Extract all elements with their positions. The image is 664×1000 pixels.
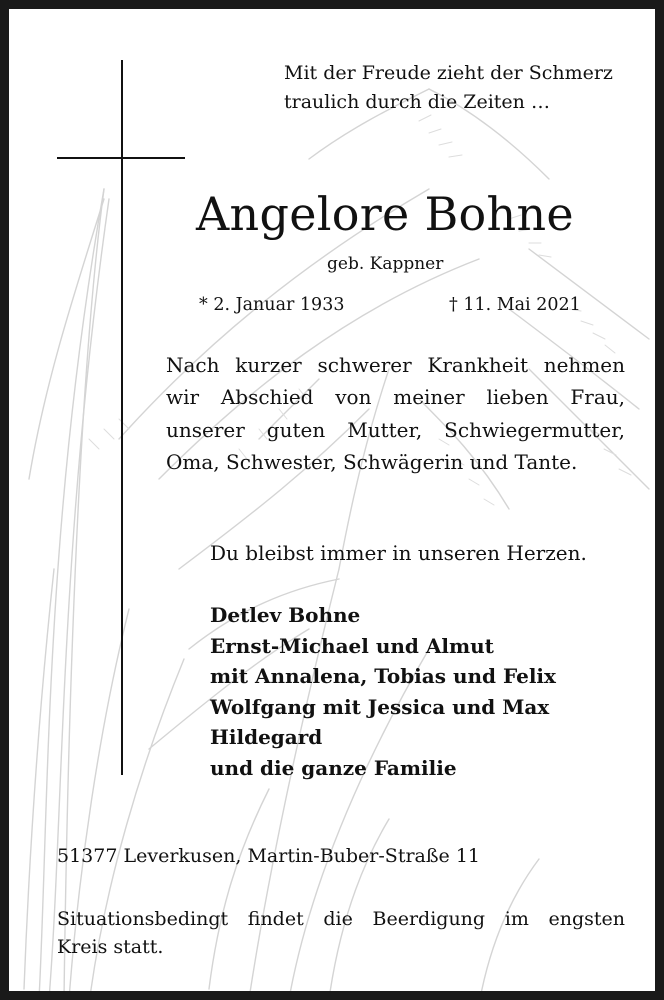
- death-date: † 11. Mai 2021: [449, 295, 581, 315]
- cross-vertical-bar: [121, 60, 123, 775]
- maiden-name: geb. Kappner: [327, 254, 444, 274]
- mourners-list: [210, 600, 556, 784]
- motto-line: traulich durch die Zeiten …: [284, 91, 550, 113]
- mourner-name: Ernst-Michael und Almut: [210, 633, 494, 658]
- birth-date: * 2. Januar 1933: [199, 295, 345, 315]
- cross-horizontal-bar: [57, 157, 185, 159]
- mourner-name: Detlev Bohne: [210, 603, 361, 627]
- announcement-line: Nach kurzer schwerer Krankheit nehmen: [166, 353, 625, 377]
- announcement-line: wir Abschied von meiner lieben Frau,: [166, 385, 625, 410]
- deceased-name: Angelore Bohne: [196, 187, 574, 241]
- notice-line: Situationsbedingt findet die Beerdigung im engsten: [57, 908, 625, 930]
- announcement-text: [166, 349, 625, 478]
- mourner-name: Hildegard: [210, 725, 323, 750]
- mourner-name: mit Annalena, Tobias und Felix: [210, 664, 556, 689]
- announcement-line: unserer guten Mutter, Schwiegermutter,: [166, 417, 625, 442]
- address: 51377 Leverkusen, Martin-Buber-Straße 11: [57, 845, 481, 867]
- motto: [284, 59, 613, 117]
- farewell-line: Du bleibst immer in unseren Herzen.: [210, 541, 587, 565]
- funeral-notice: [57, 905, 625, 961]
- notice-line: Kreis statt.: [57, 936, 164, 958]
- mourner-name: und die ganze Familie: [210, 755, 457, 780]
- announcement-line: Oma, Schwester, Schwägerin und Tante.: [166, 449, 578, 474]
- mourner-name: Wolfgang mit Jessica und Max: [210, 694, 550, 719]
- motto-line: Mit der Freude zieht der Schmerz: [284, 62, 613, 84]
